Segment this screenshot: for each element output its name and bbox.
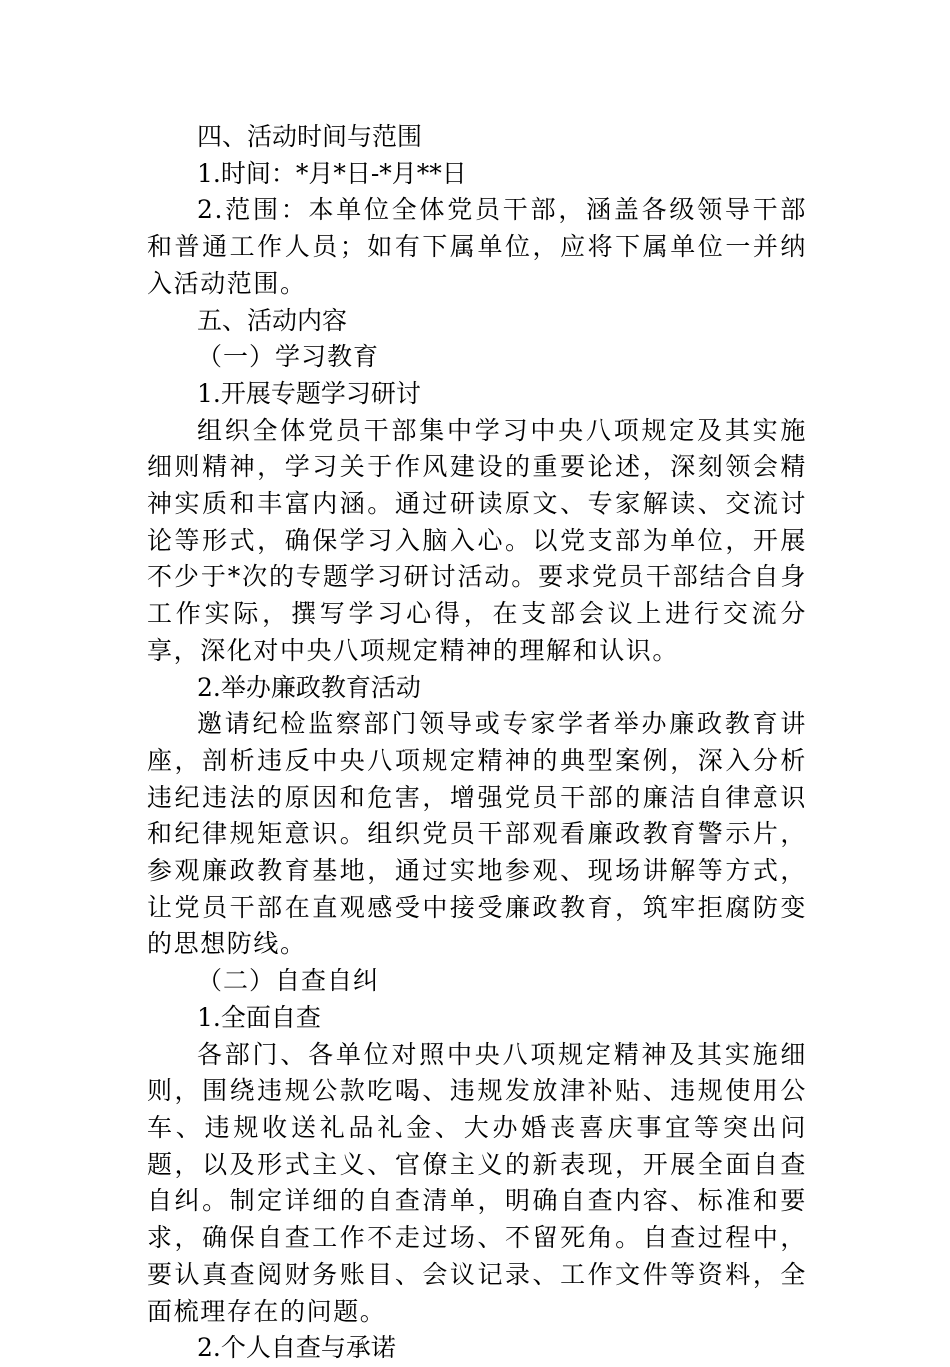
item-title-integrity-education: 2.举办廉政教育活动	[197, 672, 421, 702]
item-title-full-self-check: 1.全面自查	[197, 1002, 321, 1032]
subheading-study-education: （一）学习教育	[197, 342, 380, 372]
subheading-self-inspection: （二）自查自纠	[197, 966, 380, 996]
paragraph-integrity-education: 邀请纪检监察部门领导或专家学者举办廉政教育讲座，剖析违反中央八项规定精神的典型案例，深入分析违纪违法的原因和危害，增强党员干部的廉洁自律意识和纪律规矩意识。组织党员干部观看廉政教育警示片，参观廉政教育基地，通过实地参观、现场讲解等方式，让党员干部在直观感受中接受廉政教育，筑牢拒腐防变的思想防线。	[147, 709, 807, 959]
item-title-personal-self-check: 2.个人自查与承诺	[197, 1333, 396, 1363]
time-item: 1.时间：*月*日-*月**日	[197, 158, 467, 188]
item-title-study-seminar: 1.开展专题学习研讨	[197, 378, 421, 408]
document-body	[147, 119, 807, 1367]
paragraph-study-seminar: 组织全体党员干部集中学习中央八项规定及其实施细则精神，学习关于作风建设的重要论述，深刻领会精神实质和丰富内涵。通过研读原文、专家解读、交流讨论等形式，确保学习入脑入心。以党支部为单位，开展不少于*次的专题学习研讨活动。要求党员干部结合自身工作实际，撰写学习心得，在支部会议上进行交流分享，深化对中央八项规定精神的理解和认识。	[147, 415, 807, 665]
scope-item: 2.范围：本单位全体党员干部，涵盖各级领导干部和普通工作人员；如有下属单位，应将下属单位一并纳入活动范围。	[147, 195, 807, 298]
section-heading-time-scope: 四、活动时间与范围	[197, 122, 423, 151]
section-heading-content: 五、活动内容	[197, 305, 348, 335]
paragraph-full-self-check: 各部门、各单位对照中央八项规定精神及其实施细则，围绕违规公款吃喝、违规发放津补贴、违规使用公车、违规收送礼品礼金、大办婚丧喜庆事宜等突出问题，以及形式主义、官僚主义的新表现，开展全面自查自纠。制定详细的自查清单，明确自查内容、标准和要求，确保自查工作不走过场、不留死角。自查过程中，要认真查阅财务账目、会议记录、工作文件等资料，全面梳理存在的问题。	[147, 1039, 807, 1326]
